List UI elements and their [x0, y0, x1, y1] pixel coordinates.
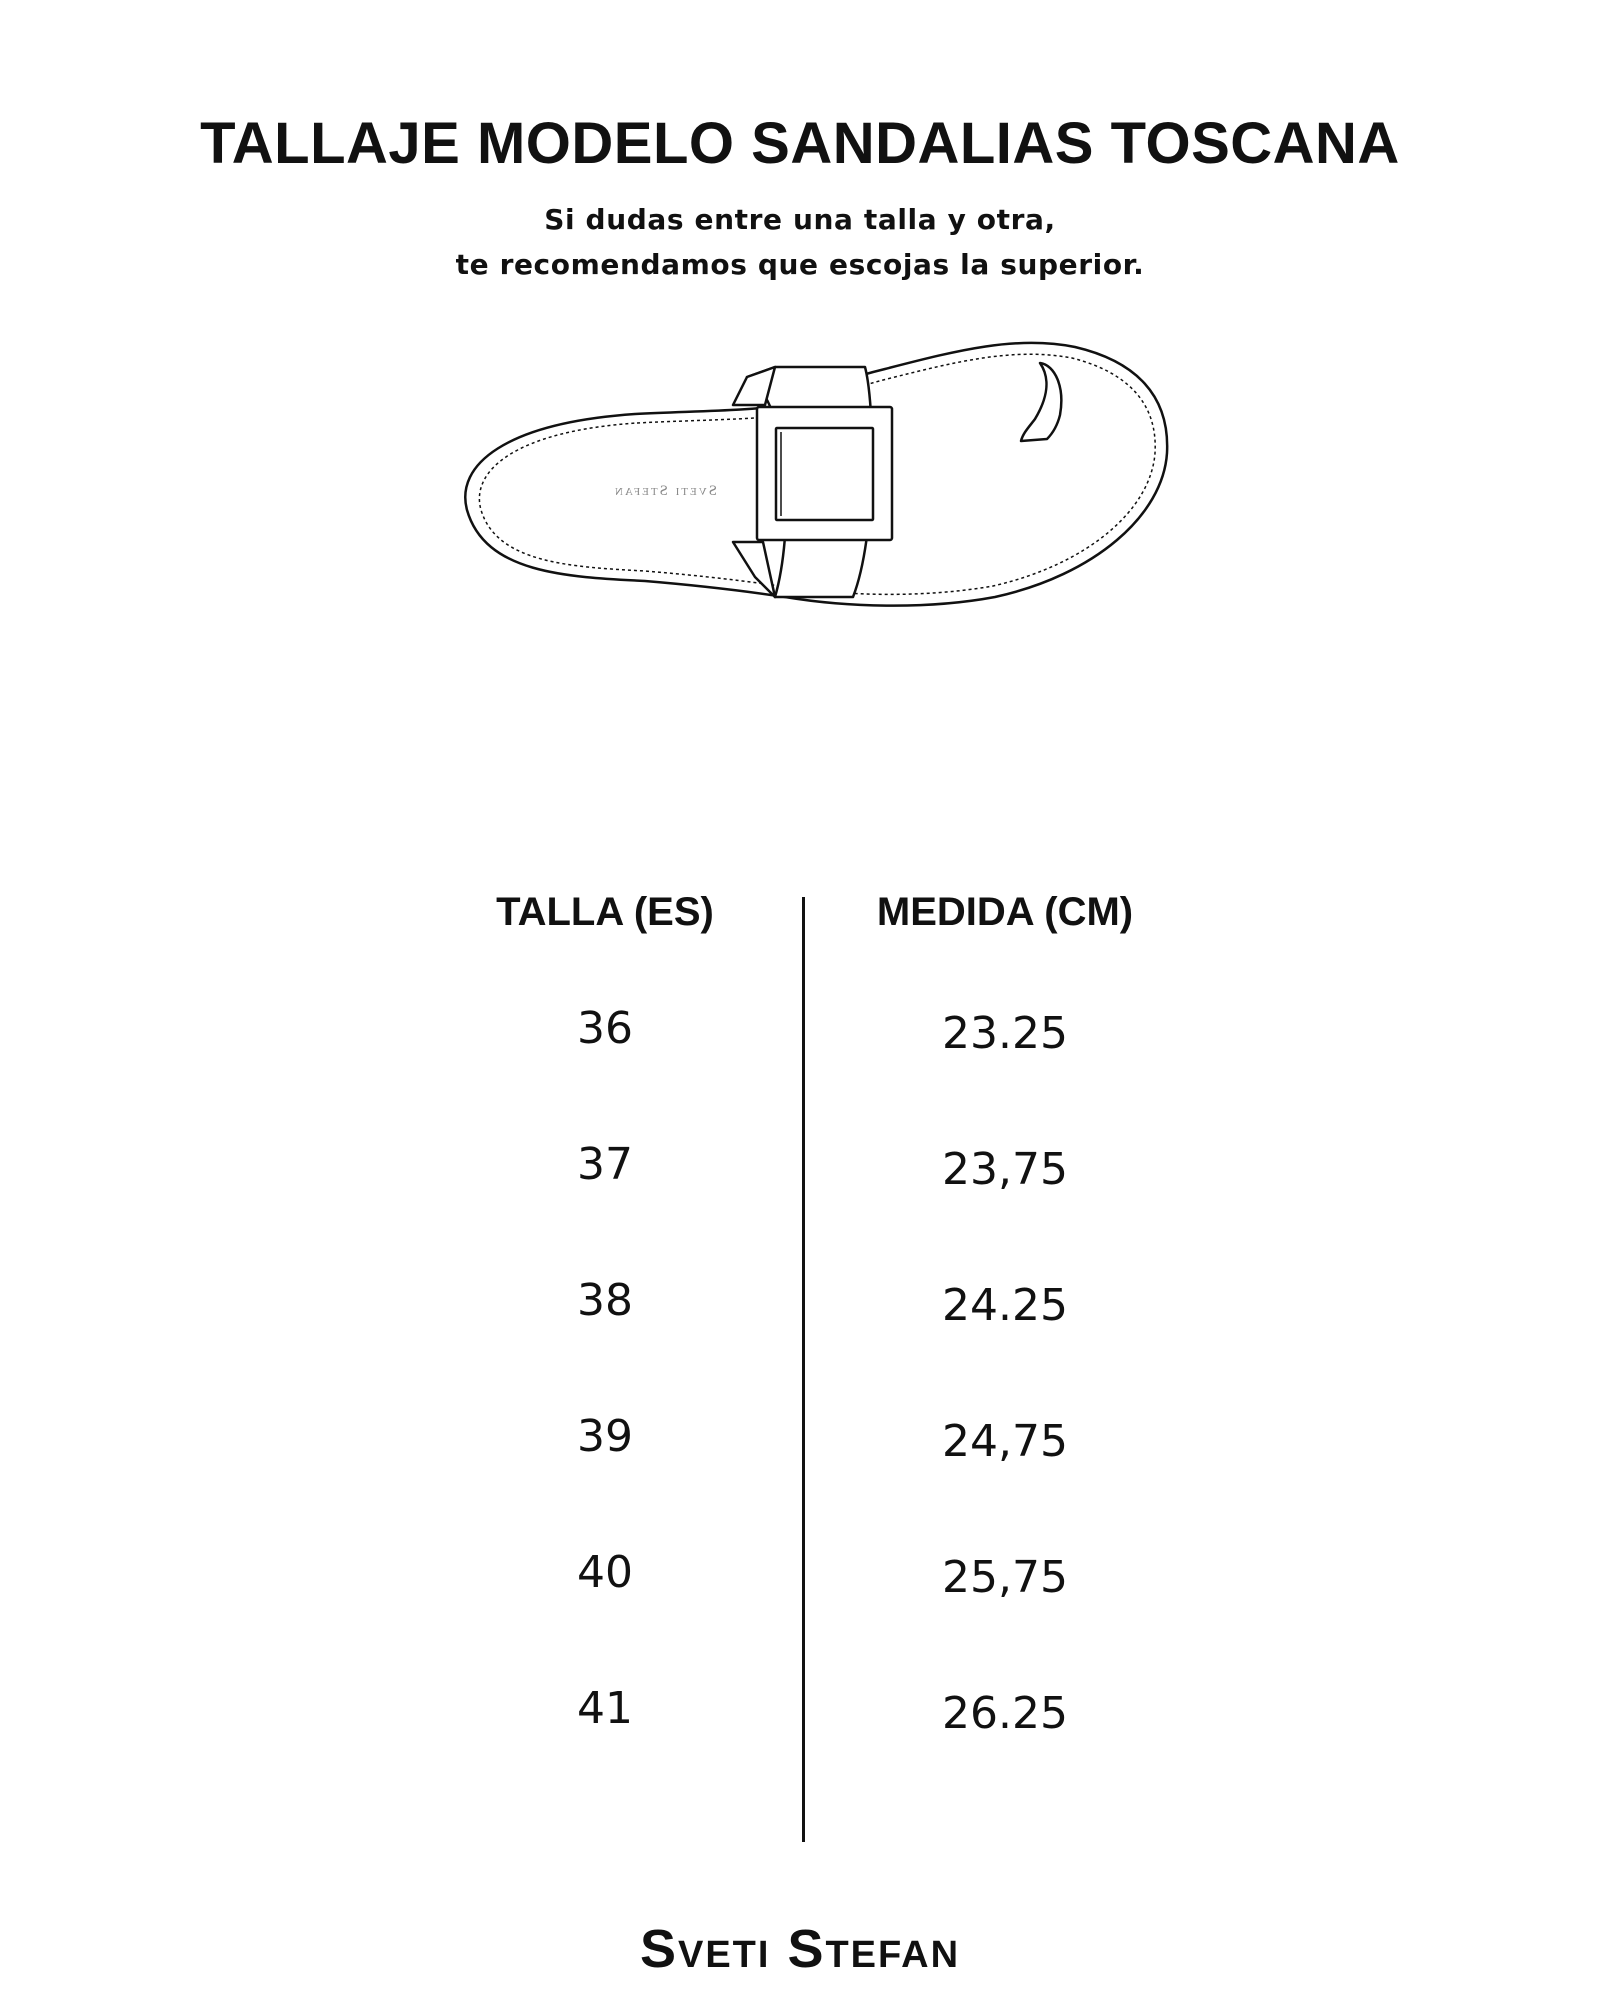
size-cell: 36 — [577, 1003, 633, 1054]
measure-cell: 25,75 — [942, 1552, 1068, 1603]
measure-cell: 23.25 — [942, 1008, 1068, 1059]
measure-cell: 24.25 — [942, 1280, 1068, 1331]
sandal-illustration — [455, 335, 1185, 615]
size-cell: 40 — [577, 1547, 633, 1598]
measure-cell: 23,75 — [942, 1144, 1068, 1195]
measure-cell: 26.25 — [942, 1688, 1068, 1739]
column-header-size: TALLA (ES) — [496, 890, 714, 934]
column-header-measure: MEDIDA (CM) — [876, 890, 1134, 934]
size-cell: 39 — [577, 1411, 633, 1462]
subtitle-line-1: Si dudas entre una talla y otra, — [544, 203, 1056, 236]
size-cell: 41 — [577, 1683, 633, 1734]
strap-bottom-end — [733, 542, 775, 597]
toe-ring — [1021, 363, 1061, 441]
buckle-inner — [776, 428, 873, 520]
page-title: TALLAJE MODELO SANDALIAS TOSCANA — [200, 111, 1400, 176]
size-cell: 38 — [577, 1275, 633, 1326]
column-divider — [802, 897, 805, 1842]
subtitle-line-2: te recomendamos que escojas la superior. — [455, 248, 1145, 281]
brand-logo: Sveti Stefan — [639, 1919, 961, 1979]
measure-cell: 24,75 — [942, 1416, 1068, 1467]
size-cell: 37 — [577, 1139, 633, 1190]
insole-brand-text: Sveti Stefan — [612, 483, 718, 499]
